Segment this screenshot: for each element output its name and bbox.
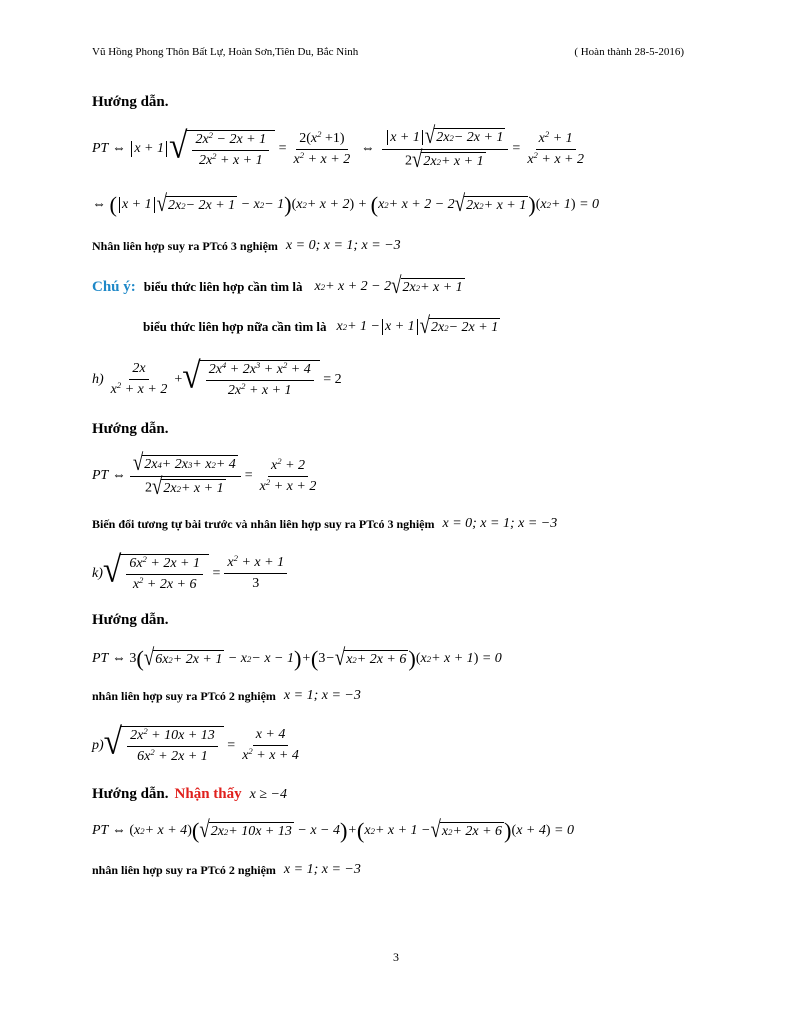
solutions-3: x = 1; x = −3 bbox=[283, 688, 361, 703]
note-chu-y-2 bbox=[143, 313, 500, 340]
note-text-1: Nhân liên hợp suy ra PTcó 3 nghiệm bbox=[92, 238, 278, 253]
chu-y-text-2: biểu thức liên hợp nữa cần tìm là bbox=[143, 319, 327, 335]
conjugate-expr-1: x 2 + x + 2 − 2 √ 2x 2 + x + 1 bbox=[314, 273, 463, 300]
problem-h-label: h) bbox=[92, 371, 104, 387]
equation-g4: PT ⇔ ( x 2 + x + 4 ) ( √ 2x 2 + 10x + 13 − x − 4 ) + ( x 2 + x + 1 − √ x 2 + 2x + 6 ) ( x + 4 ) = 0 bbox=[92, 816, 574, 844]
problem-k-label: k) bbox=[92, 565, 103, 581]
equation-g1-line2: ⇔ ( x + 1 √ 2x 2 − 2x + 1 − x 2 − 1 ) ( x 2 + x + 2 ) + ( x 2 + x + 2 − 2 √ 2x 2 + x + 1 ) ( x 2 + 1 ) = 0 bbox=[92, 190, 600, 218]
guide-heading-3: Hướng dẫn. bbox=[92, 612, 169, 628]
note-chu-y bbox=[92, 273, 465, 300]
page-number: 3 bbox=[393, 950, 399, 964]
problem-k: k) √ $\frac{6x^2 + 2x + 1}{x^2 + 2x + 6}$ = $\frac{x^2 + x + 1}{3}$ bbox=[92, 554, 291, 593]
solutions-2: x = 0; x = 1; x = −3 bbox=[442, 516, 558, 531]
solutions-4: x = 1; x = −3 bbox=[283, 862, 361, 877]
equation-g3: PT ⇔ 3 ( √ 6x 2 + 2x + 1 − x 2 − x − 1 ) + ( 3 − √ x 2 + 2x + 6 ) ( x 2 + x + 1 ) = 0 bbox=[92, 644, 502, 672]
equation-g2: PT ⇔ √ 2x 4 + 2x 3 + x 2 + 4 2 √ 2x 2 + x + 1 = $\frac{x^2 + 2}{x^2 + x + 2}$ bbox=[92, 450, 317, 501]
header-author: Vũ Hồng Phong Thôn Bất Lự, Hoàn Sơn,Tiên Du, Bắc Ninh bbox=[92, 46, 359, 58]
guide-heading-2: Hướng dẫn. bbox=[92, 421, 169, 437]
note-text-4: nhân liên hợp suy ra PTcó 2 nghiệm bbox=[92, 862, 276, 877]
problem-p: p) √ $\frac{2x^2 + 10x + 13}{6x^2 + 2x + 1}$ = $\frac{x + 4}{x^2 + x + 4}$ bbox=[92, 721, 299, 765]
note-text-3: nhân liên hợp suy ra PTcó 2 nghiệm bbox=[92, 688, 276, 703]
problem-p-label: p) bbox=[92, 737, 104, 753]
chu-y-text-1: biểu thức liên hợp cần tìm là bbox=[143, 279, 303, 295]
condition: x ≥ −4 bbox=[249, 786, 287, 802]
note-line-4 bbox=[92, 862, 361, 878]
guide-heading-4-line bbox=[92, 786, 287, 803]
header-date: ( Hoàn thành 28-5-2016) bbox=[574, 46, 684, 58]
equation-g1-line1: PT ⇔ x + 1 √ $\frac{2x^2 - 2x + 1}{2x^2 + x + 1}$ = $\frac{2(x^2 +1)}{x^2 + x + 2}$ ⇔ x + 1 √ 2x 2 − 2x + 1 2 √ 2x 2 + x + 1 = $\frac{x^2 + 1}{x^2 + x + 2}$ bbox=[92, 123, 584, 174]
note-line-3 bbox=[92, 688, 361, 704]
solutions-1: x = 0; x = 1; x = −3 bbox=[285, 238, 401, 253]
nhan-thay-label: Nhận thấy bbox=[174, 786, 242, 802]
problem-h: h) $\frac{2x}{x^2 + x + 2}$ + √ $\frac{2x^4 + 2x^3 + x^2 + 4}{2x^2 + x + 1}$ = 2 bbox=[92, 355, 342, 399]
guide-heading-1: Hướng dẫn. bbox=[92, 94, 169, 110]
note-line-2 bbox=[92, 516, 557, 532]
guide-heading-4: Hướng dẫn. bbox=[92, 786, 169, 802]
chu-y-label: Chú ý: bbox=[92, 278, 136, 295]
note-text-2: Biến đổi tương tự bài trước và nhân liên hợp suy ra PTcó 3 nghiệm bbox=[92, 516, 435, 531]
conjugate-expr-2: x 2 + 1 − x + 1 √ 2x 2 − 2x + 1 bbox=[336, 313, 499, 340]
note-line-1 bbox=[92, 238, 401, 254]
